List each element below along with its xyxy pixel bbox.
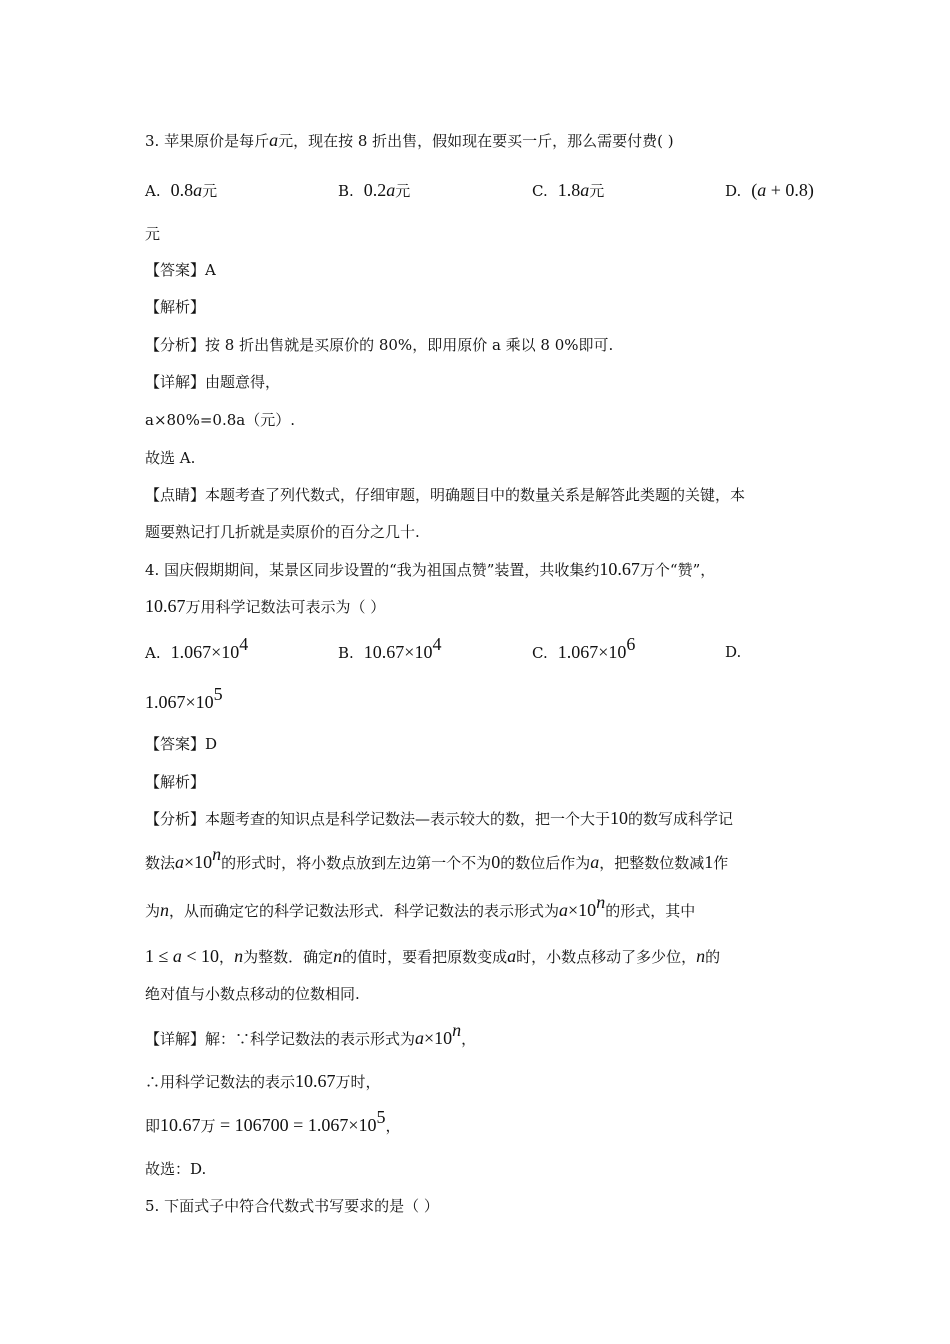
q4-option-d-value: $1.067\times 10^5$: [145, 684, 223, 712]
q3-choice: 故选 A.: [145, 449, 196, 467]
q4-analysis-heading: 【解析】: [145, 773, 206, 791]
q3-stem: [145, 128, 674, 153]
q3-comment-1: 【点睛】本题考查了列代数式，仔细审题，明确题目中的数量关系是解答此类题的关键，本: [145, 486, 746, 504]
q4-analysis-5: 绝对值与小数点移动的位数相同.: [145, 985, 360, 1003]
q4-analysis-2: 数法$a\times 10^n$的形式时，将小数点放到左边第一个不为0的数位后作为a，把整数位数减1作: [145, 844, 729, 872]
q3-option-a: A. 0.8a元: [145, 180, 218, 200]
q4-detail-2: ∴用科学记数法的表示10.67万时，: [145, 1071, 381, 1091]
q3-stem-text: 3. 苹果原价是每斤: [145, 132, 270, 150]
q3-option-b: B. 0.2a元: [338, 180, 411, 200]
q4-option-c: C. $1.067\times 10^6$: [532, 634, 636, 662]
q3-answer: 【答案】A: [145, 261, 216, 279]
q4-choice: 故选：D.: [145, 1160, 207, 1178]
q4-option-a: A. $1.067\times 10^4$: [145, 634, 249, 662]
q3-calculation: a×80%=0.8a（元）.: [145, 411, 295, 429]
q3-detail: 【详解】由题意得，: [145, 373, 281, 391]
q4-stem-2: 10.67万用科学记数法可表示为（ ）: [145, 596, 386, 616]
q3-option-d: D. (a + 0.8): [725, 180, 814, 200]
q4-detail-1: 【详解】解：∵科学记数法的表示形式为$a\times 10^n$，: [145, 1020, 477, 1048]
q3-analysis: 【分析】按 8 折出售就是买原价的 80%，即用原价 a 乘以 8 0%即可.: [145, 336, 614, 354]
q3-analysis-heading: 【解析】: [145, 298, 206, 316]
q3-comment-2: 题要熟记打几折就是卖原价的百分之几十.: [145, 523, 420, 541]
q3-option-d-unit: 元: [145, 225, 161, 243]
q4-analysis-3: 为n，从而确定它的科学记数法形式．科学记数法的表示形式为$a\times 10^n$的形式，其中: [145, 892, 696, 920]
q4-stem-1: 4. 国庆假期期间，某景区同步设置的“我为祖国点赞”装置，共收集约10.67万个“赞”，: [145, 559, 716, 579]
q4-analysis-1: 【分析】本题考查的知识点是科学记数法—表示较大的数，把一个大于10的数写成科学记: [145, 808, 734, 828]
q4-option-d-label: D.: [725, 643, 742, 661]
q4-analysis-4: 1 ≤ a < 10，n为整数．确定n的值时，要看把原数变成a时，小数点移动了多少位，n的: [145, 946, 721, 966]
q3-option-c: C. 1.8a元: [532, 180, 605, 200]
q4-answer: 【答案】D: [145, 735, 218, 753]
var-a: a: [269, 130, 279, 150]
q4-option-b: B. $10.67\times 10^4$: [338, 634, 442, 662]
q3-stem-text-2: 元，现在按 8 折出售，假如现在要买一斤，那么需要付费( ): [278, 132, 674, 150]
q5-stem: 5. 下面式子中符合代数式书写要求的是（ ）: [145, 1197, 439, 1215]
q4-detail-3: 即10.67万 = $106700 = 1.067\times 10^5$，: [145, 1107, 401, 1135]
